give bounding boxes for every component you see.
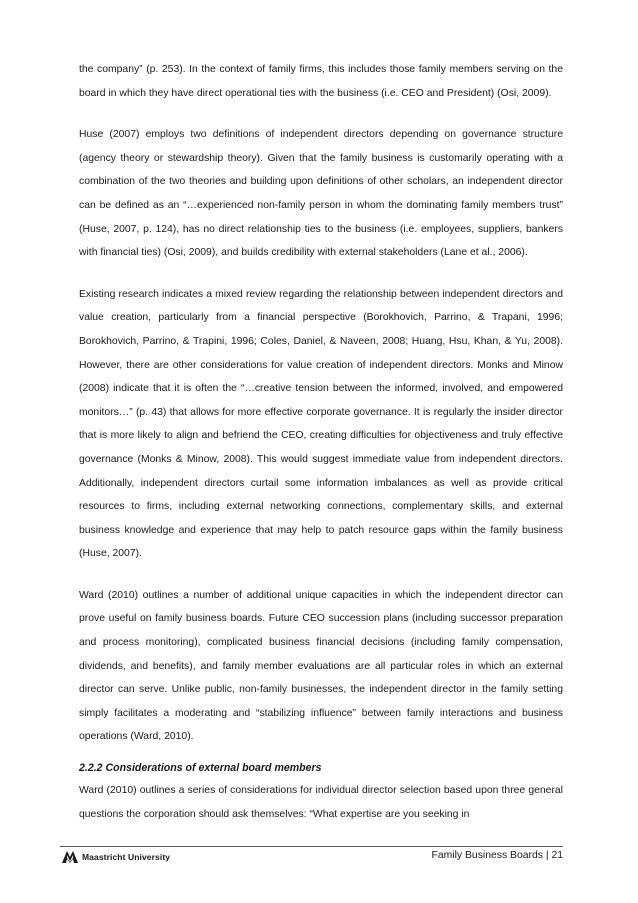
section-heading: 2.2.2 Considerations of external board members	[79, 762, 322, 775]
page-footer-label: Family Business Boards | 21	[431, 850, 563, 861]
paragraph-5: Ward (2010) outlines a series of considerations for individual director selection based upon three general questions the corporation should ask themselves: “What expertise are you seeking in	[79, 785, 563, 820]
paragraph-2: Huse (2007) employs two definitions of independent directors depending on governance structure (agency theory or stewardship theory). Given that the family business is customarily operating with a combination of the two theories and building upon definitions of other scholars, an independent director can be defined as an “…experienced non-family person in whom the dominating family members trust” (Huse, 2007, p. 124), has no direct relationship ties to the business (i.e. employees, suppliers, bankers with financial ties) (Osi, 2009), and builds credibility with external stakeholders (Lane et al., 2006).	[79, 129, 563, 259]
paragraph-3: Existing research indicates a mixed review regarding the relationship between independent directors and value creation, particularly from a financial perspective (Borokhovich, Parrino, & Trapani, 1996; Borokhovich, Parrino, & Trapini, 1996; Coles, Daniel, & Naveen, 2008; Huang, Hsu, Khan, & Yu, 2008). However, there are other considerations for value creation of independent directors. Monks and Minow (2008) indicate that it is often the “…creative tension between the informed, involved, and empowered monitors…” (p. 43) that allows for more effective corporate governance. It is regularly the insider director that is more likely to align and befriend the CEO, creating difficulties for objectiveness and truly effective governance (Monks & Minow, 2008). This would suggest immediate value from independent directors. Additionally, independent directors curtail some information imbalances as well as provide critical resources to firms, including external networking connections, complementary skills, and external business knowledge and experience that may help to patch resource gaps within the family business (Huse, 2007).	[79, 288, 563, 560]
page-body	[79, 58, 563, 826]
logo-text: Maastricht University	[82, 852, 171, 862]
university-logo	[62, 850, 170, 864]
paragraph-1: the company” (p. 253). In the context of family firms, this includes those family members serving on the board in which they have direct operational ties with the business (i.e. CEO and President) (Osi, 2009).	[79, 64, 563, 99]
paragraph-4: Ward (2010) outlines a number of additional unique capacities in which the independent director can prove useful on family business boards. Future CEO succession plans (including successor preparation and process monitoring), complicated business financial decisions (including family compensation, dividends, and benefits), and family member evaluations are all particular roles in which an external director can serve. Unlike public, non-family businesses, the independent director in the family setting simply facilitates a moderating and “stabilizing influence” between family interactions and business operations (Ward, 2010).	[79, 589, 563, 743]
maastricht-logo-icon	[62, 850, 78, 864]
footer-divider	[60, 846, 563, 847]
